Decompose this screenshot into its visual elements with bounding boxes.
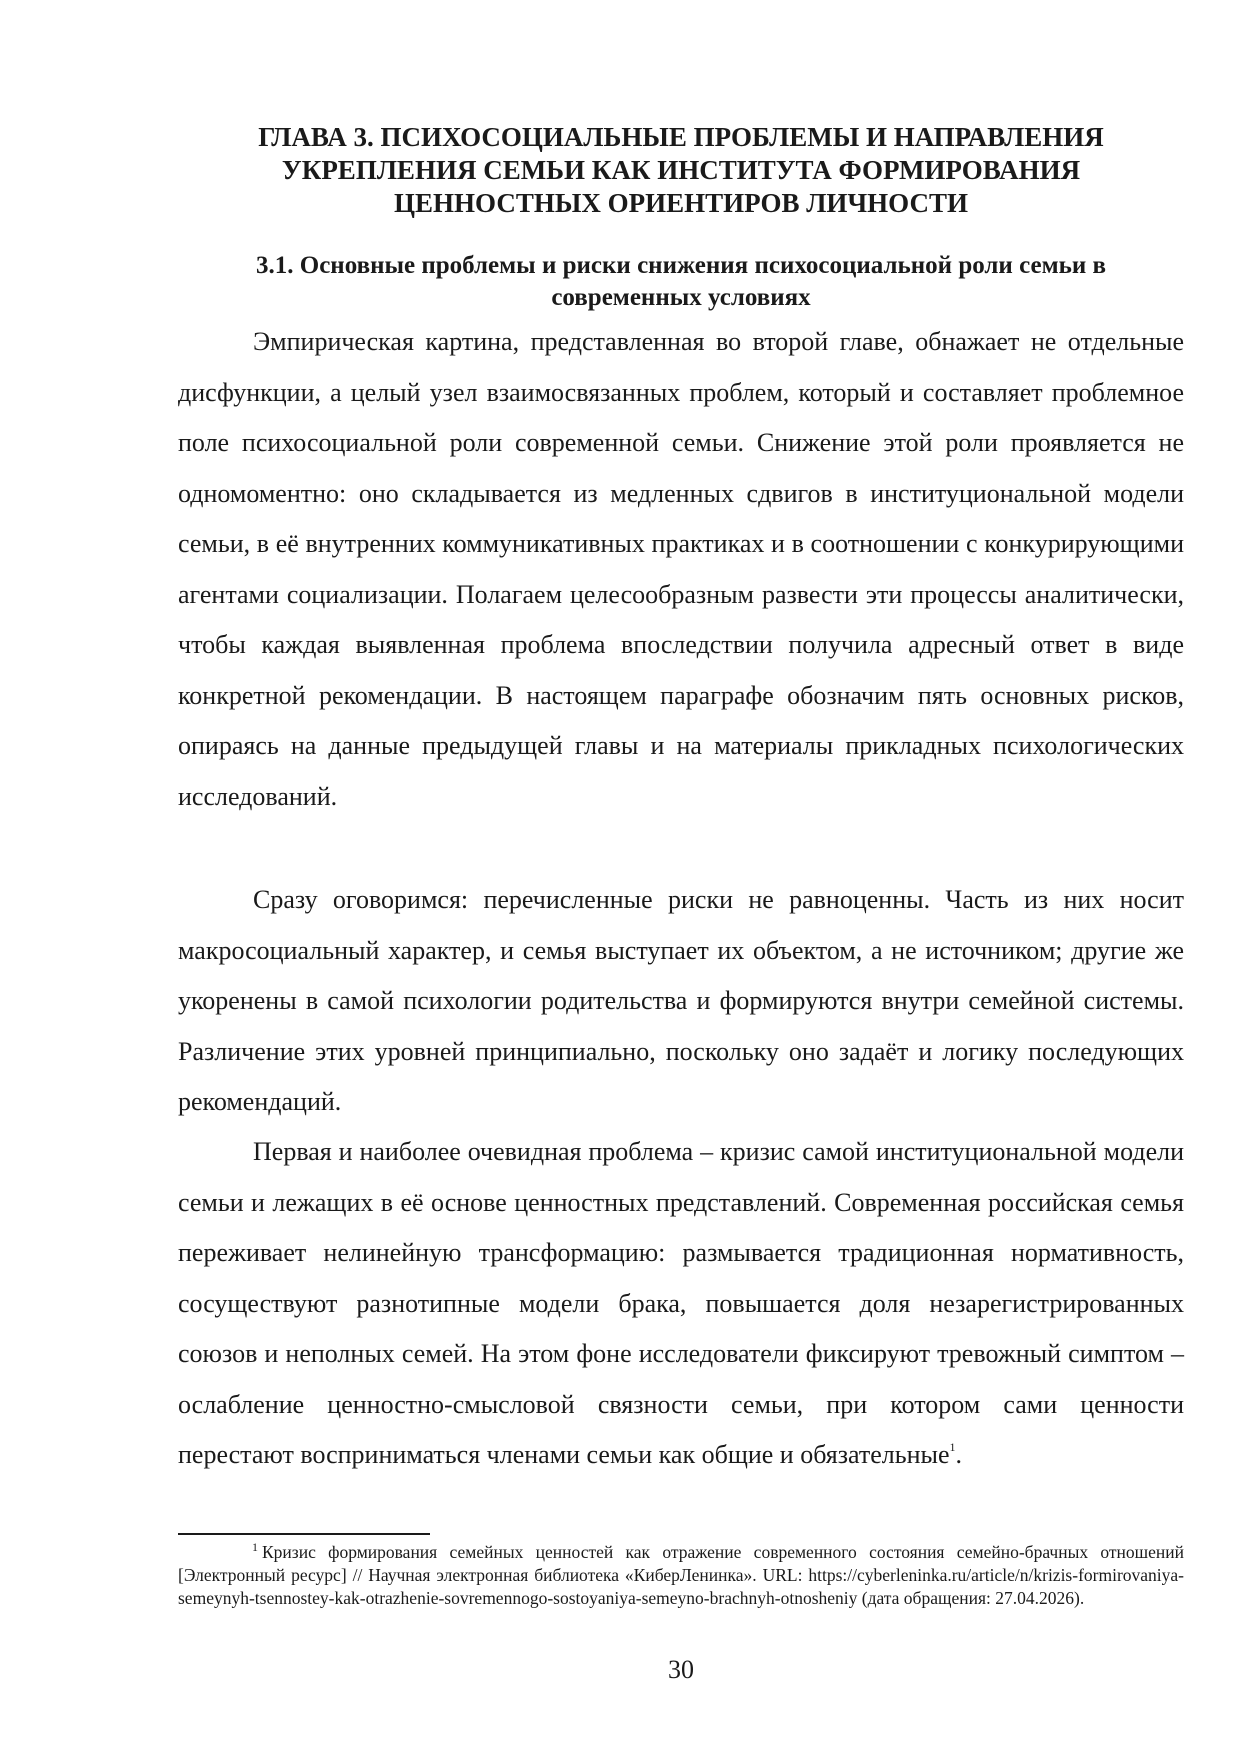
section-title: [178, 250, 1184, 314]
footnote-number: 1: [252, 1540, 258, 1554]
chapter-title-line: УКРЕПЛЕНИЯ СЕМЬИ КАК ИНСТИТУТА ФОРМИРОВАНИЯ: [281, 155, 1081, 185]
paragraph-text: Сразу оговоримся: перечисленные риски не равноценны. Часть из них носит макросоциальный характер, и семья выступает их объектом, а не источником; другие же укоренены в самой психологии родительства и формируются внутри семейной системы. Различение этих уровней принципиально, поскольку оно задаёт и логику последующих рекомендаций.: [178, 885, 1184, 1116]
footnote-text: Кризис формирования семейных ценностей как отражение современного состояния семейно-брачных отношений [Электронный ресурс] // Научная электронная библиотека «КиберЛенинка». URL: https://cyberleninka.ru/article/n/krizis-formirovaniya-semeynyh-tsennostey-kak-otrazhenie-sovremennogo-sostoyaniya-semeyno-brachnyh-otnosheniy (дата обращения: 27.04.2026).: [178, 1542, 1184, 1608]
chapter-title-line: ГЛАВА 3. ПСИХОСОЦИАЛЬНЫЕ ПРОБЛЕМЫ И НАПРАВЛЕНИЯ: [258, 122, 1104, 152]
paragraph-text: Первая и наиболее очевидная проблема – кризис самой институциональной модели семьи и лежащих в её основе ценностных представлений. Современная российская семья переживает нелинейную трансформацию: размывается традиционная нормативность, сосуществуют разнотипные модели брака, повышается доля незарегистрированных союзов и неполных семей. На этом фоне исследователи фиксируют тревожный симптом – ослабление ценностно-смысловой связности семьи, при котором сами ценности перестают восприниматься членами семьи как общие и обязательные: [178, 1137, 1184, 1469]
section-title-line: 3.1. Основные проблемы и риски снижения психосоциальной роли семьи в: [256, 252, 1106, 279]
chapter-title: [178, 121, 1184, 220]
paragraph-text: Эмпирическая картина, представленная во второй главе, обнажает не отдельные дисфункции, а целый узел взаимосвязанных проблем, который и составляет проблемное поле психосоциальной роли современной семьи. Снижение этой роли проявляется не одномоментно: оно складывается из медленных сдвигов в институциональной модели семьи, в её внутренних коммуникативных практиках и в соотношении с конкурирующими агентами социализации. Полагаем целесообразным развести эти процессы аналитически, чтобы каждая выявленная проблема впоследствии получила адресный ответ в виде конкретной рекомендации. В настоящем параграфе обозначим пять основных рисков, опираясь на данные предыдущей главы и на материалы прикладных психологических исследований.: [178, 327, 1184, 811]
body-paragraph: [178, 875, 1184, 1128]
footnote-separator: [178, 1533, 430, 1535]
document-page: [178, 0, 1184, 1754]
footnote-reference[interactable]: 1: [949, 1440, 956, 1454]
body-paragraph: Первая и наиболее очевидная проблема – кризис самой институциональной модели семьи и лежащих в её основе ценностных представлений. Современная российская семья переживает нелинейную трансформацию: размывается традиционная нормативность, сосуществуют разнотипные модели брака, повышается доля незарегистрированных союзов и неполных семей. На этом фоне исследователи фиксируют тревожный симптом – ослабление ценностно-смысловой связности семьи, при котором сами ценности перестают восприниматься членами семьи как общие и обязательные$^1$.: [178, 1137, 1184, 1469]
section-title-line: современных условиях: [551, 284, 811, 311]
footnote: [178, 1541, 1184, 1610]
page-number: 30: [668, 1655, 694, 1684]
chapter-title-line: ЦЕННОСТНЫХ ОРИЕНТИРОВ ЛИЧНОСТИ: [393, 188, 968, 218]
body-paragraph: [178, 317, 1184, 822]
